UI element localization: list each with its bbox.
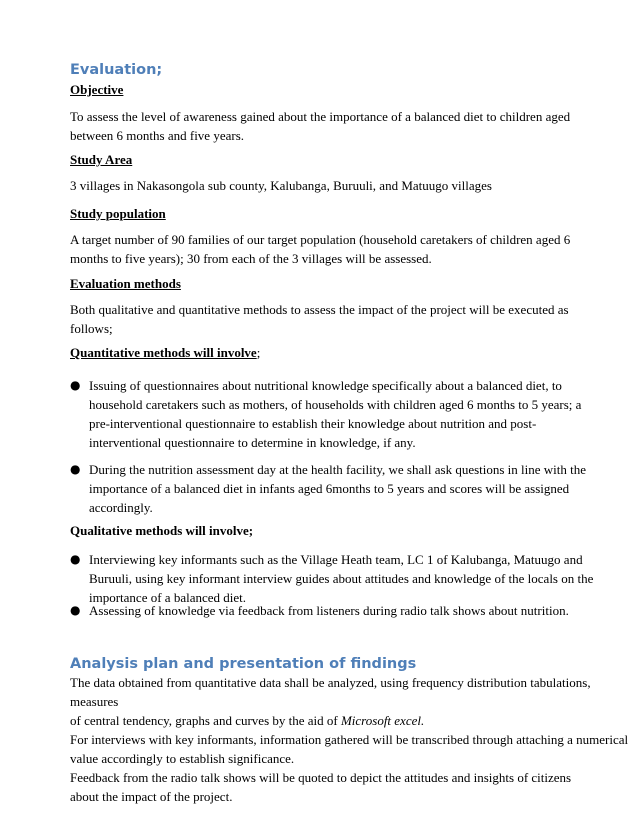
list-item-line: Interviewing key informants such as the Village Heath team, LC 1 of Kalubanga, Matuugo and (89, 552, 583, 567)
analysis-line: For interviews with key informants, information gathered will be transcribed through attaching a numerical (70, 732, 629, 747)
objective-line: between 6 months and five years. (70, 128, 245, 143)
objective-text (70, 107, 570, 145)
evaluation-methods-title: Evaluation methods (70, 276, 181, 291)
analysis-line: Feedback from the radio talk shows will be quoted to depict the attitudes and insights of citizens (70, 770, 572, 785)
study-area-title: Study Area (70, 152, 133, 167)
evaluation-heading: Evaluation; (70, 62, 163, 78)
analysis-line-text: of central tendency, graphs and curves by the aid of (70, 713, 338, 728)
list-item-line: accordingly. (89, 500, 153, 515)
qualitative-title: Qualitative methods will involve; (70, 523, 254, 538)
analysis-line: about the impact of the project. (70, 789, 233, 804)
quantitative-title-suffix: ; (256, 345, 261, 360)
list-item-text (89, 460, 586, 517)
evaluation-methods-line: follows; (70, 321, 113, 336)
list-item-text (89, 601, 569, 620)
analysis-line: value accordingly to establish significance. (70, 751, 295, 766)
software-name: Microsoft excel. (340, 713, 425, 728)
bullet-icon: ● (70, 603, 81, 617)
evaluation-methods-text (70, 300, 569, 338)
analysis-line: The data obtained from quantitative data shall be analyzed, using frequency distribution tabulations, measures (70, 675, 591, 709)
objective-title: Objective (70, 82, 124, 97)
list-item-line: Issuing of questionnaires about nutritional knowledge specifically about a balanced diet, to (89, 378, 562, 393)
bullet-icon: ● (70, 462, 81, 476)
list-item-line: Assessing of knowledge via feedback from listeners during radio talk shows about nutrition. (89, 603, 569, 618)
list-item-line: importance of a balanced diet. (89, 590, 247, 605)
list-item-line: household caretakers such as mothers, of households with children aged 6 months to 5 years; a (89, 397, 582, 412)
bullet-icon: ● (70, 378, 81, 392)
study-population-text (70, 230, 570, 268)
analysis-line (70, 711, 630, 730)
objective-line: To assess the level of awareness gained about the importance of a balanced diet to children aged (70, 109, 571, 124)
bullet-icon: ● (70, 552, 81, 566)
evaluation-methods-line: Both qualitative and quantitative methods to assess the impact of the project will be executed as (70, 302, 569, 317)
list-item-line: pre-interventional questionnaire to establish their knowledge about nutrition and post- (89, 416, 537, 431)
list-item-line: During the nutrition assessment day at the health facility, we shall ask questions in line with the (89, 462, 587, 477)
analysis-text (70, 673, 630, 806)
list-item-line: Buruuli, using key informant interview guides about attitudes and knowledge of the locals on the (89, 571, 594, 586)
list-item-line: importance of a balanced diet in infants aged 6months to 5 years and scores will be assigned (89, 481, 570, 496)
list-item-text (89, 550, 593, 607)
study-population-line: months to five years); 30 from each of the 3 villages will be assessed. (70, 251, 432, 266)
study-population-line: A target number of 90 families of our target population (household caretakers of children aged 6 (70, 232, 571, 247)
list-item-text (89, 376, 581, 452)
study-area-text: 3 villages in Nakasongola sub county, Kalubanga, Buruuli, and Matuugo villages (70, 178, 492, 193)
list-item-line: interventional questionnaire to determine in knowledge, if any. (89, 435, 416, 450)
quantitative-title: Quantitative methods will involve (70, 345, 257, 360)
study-population-title: Study population (70, 206, 166, 221)
quantitative-title-row (70, 343, 260, 362)
analysis-heading: Analysis plan and presentation of findings (70, 656, 417, 672)
